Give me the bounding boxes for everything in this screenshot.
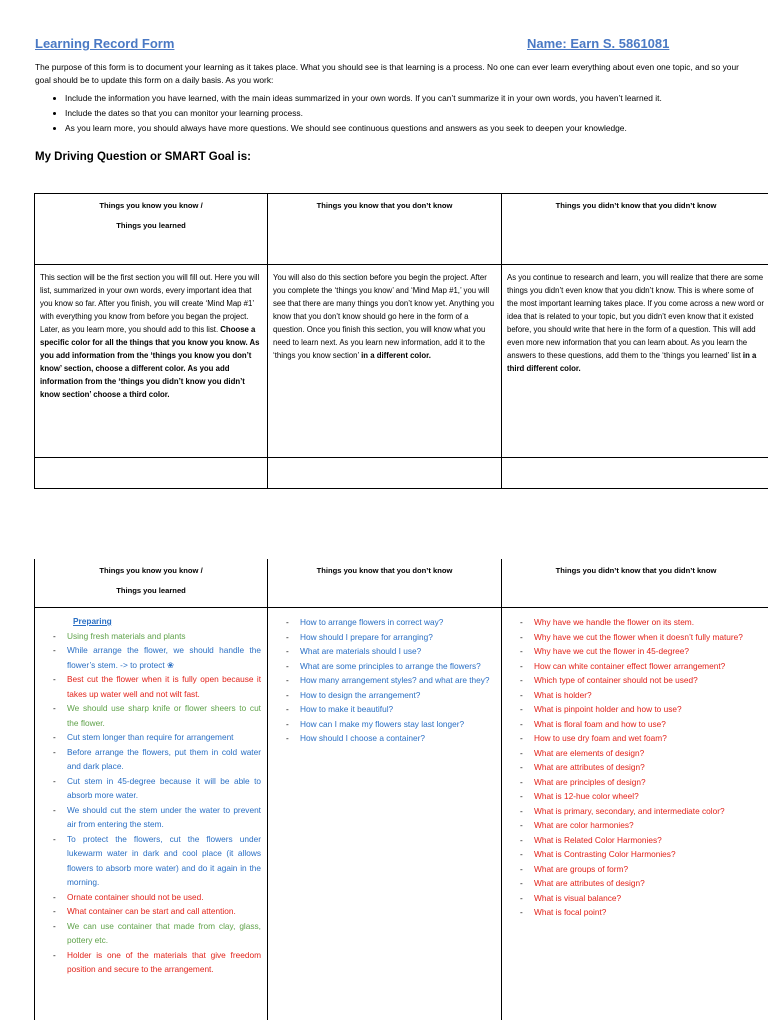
list-item-text: What is pinpoint holder and how to use? (534, 704, 682, 714)
intro-bullet: • Include the dates so that you can monitor your learning process. (65, 107, 755, 120)
list-item-text: What is 12-hue color wheel? (534, 791, 639, 801)
col1-instr-bold: Choose a specific color for all the things that you know you know. As you add information from the ‘things you know you don’t know’ section, choose a different color. As you add information from the ‘things you didn’t know you didn’t know section’ choose a third color. (40, 325, 260, 399)
list-dash: - (520, 631, 523, 642)
list-dash: - (286, 689, 289, 700)
list-dash: - (520, 689, 523, 700)
list-item-text: How to make it beautiful? (300, 704, 394, 714)
list-item-text: Using fresh materials and plants (67, 630, 186, 641)
list-dash: - (286, 631, 289, 642)
list-dash: - (520, 646, 523, 656)
list-dash: - (520, 747, 523, 758)
intro-section (35, 61, 755, 137)
learned-item (39, 904, 261, 919)
list-item-text: How should I choose a container? (300, 733, 425, 743)
learned-item (39, 701, 261, 730)
learned-item (39, 919, 261, 948)
list-item-text: What is floral foam and how to use? (534, 718, 666, 729)
list-dash: - (53, 630, 56, 641)
empty-cell[interactable] (502, 458, 768, 489)
didnt-know-list (502, 608, 768, 920)
know-dont-know-list (268, 608, 501, 746)
didnt-know-item (506, 818, 764, 833)
list-dash: - (520, 892, 523, 903)
student-name: Name: Earn S. 5861081 (527, 36, 670, 51)
list-dash: - (520, 791, 523, 801)
list-item-text: How many arrangement styles? and what are they? (300, 675, 490, 685)
col3-header: Things you didn’t know that you didn’t know (555, 201, 717, 210)
learned-list (35, 629, 267, 977)
know-dont-know-cell (268, 608, 502, 1021)
list-item-text: What are materials should I use? (300, 646, 422, 656)
list-item-text: How to arrange flowers in correct way? (300, 617, 444, 627)
learned-cell (35, 608, 268, 1021)
list-dash: - (286, 617, 289, 627)
col3-header-cell (502, 559, 768, 608)
list-dash: - (53, 833, 56, 844)
list-dash: - (286, 675, 289, 685)
know-dont-know-item (272, 630, 495, 645)
list-item-text: What is holder? (534, 689, 592, 700)
didnt-know-item (506, 688, 764, 703)
didnt-know-cell (502, 608, 768, 1021)
learned-item (39, 629, 261, 644)
list-dash: - (53, 775, 56, 786)
know-dont-know-item (272, 731, 495, 746)
didnt-know-item (506, 615, 764, 630)
didnt-know-item (506, 876, 764, 891)
list-dash: - (520, 660, 523, 671)
list-item-text: Why have we cut the flower in 45-degree? (534, 646, 689, 656)
list-dash: - (53, 674, 56, 684)
list-item-text: What is Contrasting Color Harmonies? (534, 849, 676, 859)
list-item-text: What is focal point? (534, 907, 607, 917)
list-dash: - (53, 645, 56, 655)
empty-cell[interactable] (35, 458, 268, 489)
learned-item (39, 803, 261, 832)
learned-item (39, 643, 261, 672)
list-item-text: What are attributes of design? (534, 878, 645, 888)
list-dash: - (53, 949, 56, 960)
list-item-text: Ornate container should not be used. (67, 891, 204, 902)
list-dash: - (520, 762, 523, 772)
list-item-text: While arrange the flower, we should handle the flower’s stem. -> to protect ❀ (67, 645, 261, 670)
list-dash: - (520, 820, 523, 830)
list-item-text: To protect the flowers, cut the flowers under lukewarm water in dark and cool place (it allows flowers to absorb more water) and do it again in the morning. (67, 833, 261, 887)
col3-instr-bold: in a third different color. (507, 351, 757, 373)
list-item-text: How should I prepare for arranging? (300, 631, 433, 642)
didnt-know-item (506, 775, 764, 790)
didnt-know-item (506, 833, 764, 848)
learned-item (39, 672, 261, 701)
learning-table (34, 559, 768, 1020)
col1-header-line1: Things you know you know / (99, 566, 203, 575)
list-item-text: Best cut the flower when it is fully open because it takes up water well and not wilt fast. (67, 674, 261, 699)
didnt-know-item (506, 644, 764, 659)
list-item-text: What are attributes of design? (534, 762, 645, 772)
col2-instructions (268, 265, 502, 458)
intro-bullet: • Include the information you have learned, with the main ideas summarized in your own words. If you can’t summarize it in your own words, you haven’t learned it. (65, 92, 755, 105)
list-item-text: How to use dry foam and wet foam? (534, 733, 667, 743)
list-dash: - (520, 805, 523, 816)
list-item-text: What is primary, secondary, and intermediate color? (534, 805, 725, 816)
list-item-text: We can use container that made from clay, glass, pottery etc. (67, 920, 261, 945)
col2-header: Things you know that you don’t know (316, 201, 453, 210)
list-item-text: What is visual balance? (534, 892, 622, 903)
list-item-text: Why have we handle the flower on its stem. (534, 617, 695, 627)
know-dont-know-item (272, 659, 495, 674)
know-dont-know-item (272, 688, 495, 703)
col3-instructions (502, 265, 768, 458)
col2-instr-text: You will also do this section before you begin the project. After you complete the ‘things you know’ and ‘Mind Map #1,’ you will see that there are many things you don’t know yet. Anything you know that you don’t know should go here in the form of a question. Once you finish this section, you will know what you need to learn next. As you learn new information, add it to the ‘things you know section’ (273, 273, 495, 360)
know-dont-know-item (272, 615, 495, 630)
didnt-know-item (506, 659, 764, 674)
intro-bullets (35, 92, 755, 135)
list-dash: - (520, 849, 523, 859)
didnt-know-item (506, 862, 764, 877)
list-item-text: Cut stem in 45-degree because it will be able to absorb more water. (67, 775, 261, 800)
didnt-know-item (506, 702, 764, 717)
list-dash: - (520, 617, 523, 627)
list-item-text: Before arrange the flowers, put them in cold water and dark place. (67, 746, 261, 771)
col3-header: Things you didn’t know that you didn’t know (555, 566, 717, 575)
col2-header: Things you know that you don’t know (316, 566, 453, 575)
list-dash: - (286, 733, 289, 743)
list-dash: - (53, 891, 56, 902)
col1-header-line2: Things you learned (116, 221, 186, 230)
driving-question-label: My Driving Question or SMART Goal is: (35, 151, 251, 163)
didnt-know-item (506, 905, 764, 920)
list-dash: - (520, 863, 523, 874)
list-dash: - (286, 646, 289, 656)
list-item-text: What are elements of design? (534, 747, 645, 758)
col1-header-cell (35, 559, 268, 608)
list-item-text: How to design the arrangement? (300, 689, 421, 700)
col3-header-cell (502, 194, 768, 265)
list-dash: - (520, 907, 523, 917)
list-item-text: What container can be start and call attention. (67, 906, 236, 916)
didnt-know-item (506, 789, 764, 804)
list-item-text: How can I make my flowers stay last longer? (300, 718, 465, 729)
list-item-text: Why have we cut the flower when it doesn’t fully mature? (534, 631, 743, 642)
list-dash: - (286, 660, 289, 671)
didnt-know-item (506, 731, 764, 746)
list-dash: - (53, 732, 56, 742)
didnt-know-item (506, 847, 764, 862)
list-item-text: We should cut the stem under the water to prevent air from entering the stem. (67, 804, 261, 829)
list-item-text: Holder is one of the materials that give freedom position and secure to the arrangement. (67, 949, 261, 974)
know-dont-know-item (272, 673, 495, 688)
col2-header-cell (268, 194, 502, 265)
list-dash: - (53, 746, 56, 757)
didnt-know-item (506, 630, 764, 645)
list-dash: - (53, 804, 56, 815)
col1-instr-text: This section will be the first section you will fill out. Here you will list, summarized in your own words, every important idea that you know so far. After you finish, you will create ‘Mind Map #1’ with everything you know from before you began the project. Later, as you learn more, you should add to this list. (40, 273, 260, 334)
didnt-know-item (506, 891, 764, 906)
know-dont-know-item (272, 644, 495, 659)
list-dash: - (520, 704, 523, 714)
list-item-text: What are some principles to arrange the flowers? (300, 660, 481, 671)
list-item-text: What are groups of form? (534, 863, 629, 874)
didnt-know-item (506, 717, 764, 732)
list-item-text: What is Related Color Harmonies? (534, 834, 662, 845)
learned-item (39, 890, 261, 905)
didnt-know-item (506, 673, 764, 688)
list-dash: - (520, 878, 523, 888)
learned-item (39, 745, 261, 774)
list-dash: - (286, 704, 289, 714)
col1-header-line2: Things you learned (116, 586, 186, 595)
preparing-heading: Preparing (73, 616, 112, 626)
list-dash: - (520, 776, 523, 787)
list-dash: - (53, 906, 56, 916)
list-item-text: What are color harmonies? (534, 820, 634, 830)
list-item-text: What are principles of design? (534, 776, 646, 787)
learned-item (39, 774, 261, 803)
know-dont-know-item (272, 702, 495, 717)
list-dash: - (520, 675, 523, 685)
list-item-text: Cut stem longer than require for arrangement (67, 732, 234, 742)
didnt-know-item (506, 746, 764, 761)
col2-header-cell (268, 559, 502, 608)
list-dash: - (520, 733, 523, 743)
list-item-text: We should use sharp knife or flower sheers to cut the flower. (67, 703, 261, 728)
empty-cell[interactable] (268, 458, 502, 489)
list-item-text: How can white container effect flower arrangement? (534, 660, 726, 671)
know-dont-know-item (272, 717, 495, 732)
col2-instr-bold: in a different color. (361, 351, 431, 360)
list-dash: - (286, 718, 289, 729)
col3-instr-text: As you continue to research and learn, you will realize that there are some things you didn’t even know that you didn’t know. This is where some of the most important learning takes place. If you come across a new word or idea that is related to your topic, but you didn’t even know that it existed before, you should write that here in the form of a question. This will add even more new information that you can learn about. As you learn the answers to these questions, add them to the ‘things you learned’ list (507, 273, 764, 360)
list-dash: - (520, 834, 523, 845)
didnt-know-item (506, 760, 764, 775)
intro-bullet: • As you learn more, you should always have more questions. We should see continuous questions and answers as you seek to deepen your knowledge. (65, 122, 755, 135)
form-title: Learning Record Form (35, 36, 175, 51)
learned-item (39, 948, 261, 977)
list-dash: - (53, 920, 56, 931)
intro-paragraph: The purpose of this form is to document your learning as it takes place. What you should see is that learning is a process. No one can ever learn everything about even one topic, and so your goal should be to update this form on a daily basis. As you work: (35, 62, 739, 85)
learned-item (39, 730, 261, 745)
didnt-know-item (506, 804, 764, 819)
list-dash: - (520, 718, 523, 729)
col1-instructions (35, 265, 268, 458)
col1-header-cell (35, 194, 268, 265)
col1-header-line1: Things you know you know / (99, 201, 203, 210)
instructions-table (34, 193, 768, 489)
learned-item (39, 832, 261, 890)
list-dash: - (53, 703, 56, 713)
list-item-text: Which type of container should not be used? (534, 675, 698, 685)
